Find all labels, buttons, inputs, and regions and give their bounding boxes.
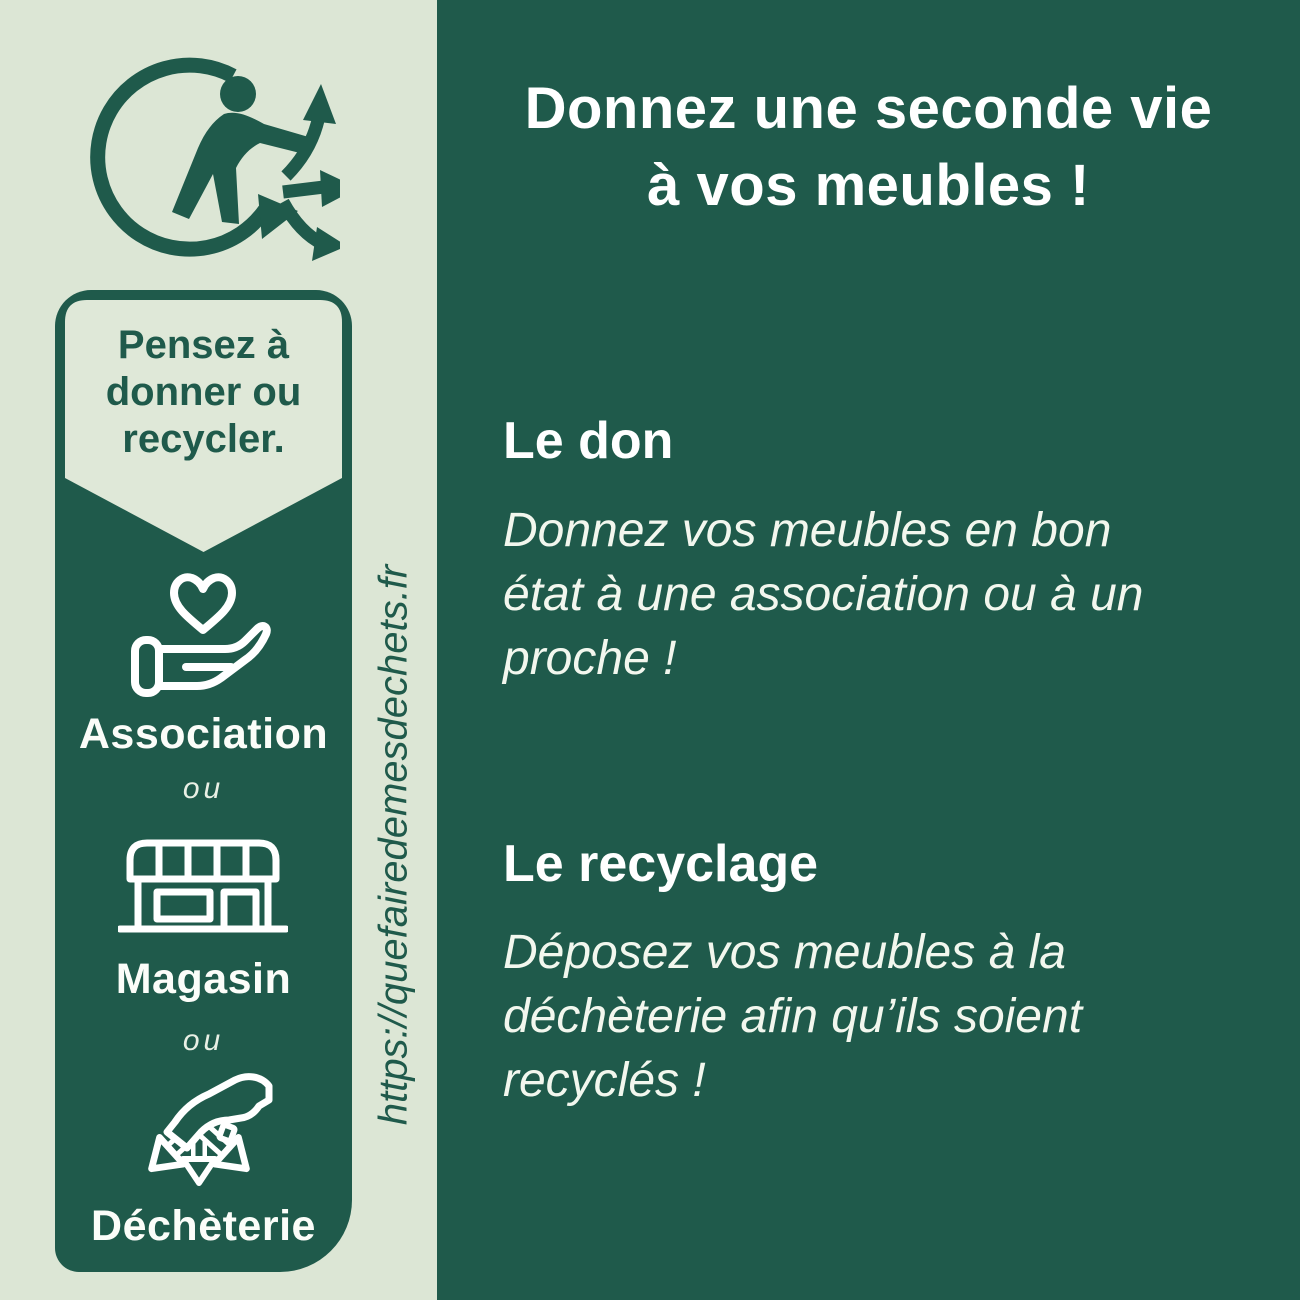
label-magasin: Magasin: [115, 955, 292, 1003]
body-line: recyclés !: [503, 1054, 706, 1107]
body-line: proche !: [503, 632, 677, 685]
section-title-don: Le don: [503, 412, 674, 470]
page-title-line1: Donnez une seconde vie: [524, 76, 1213, 141]
section-body-don: [503, 499, 1143, 691]
section-body-recyclage: [503, 921, 1082, 1113]
separator-ou: ou: [182, 1024, 225, 1057]
storefront-icon: [118, 833, 288, 945]
banner-line: Pensez à: [117, 323, 290, 367]
banner-line: recycler.: [122, 417, 285, 461]
page-title-line2: à vos meubles !: [647, 153, 1090, 218]
disposal-arrows-icon: [123, 1070, 283, 1210]
section-title-recyclage: Le recyclage: [503, 835, 819, 893]
banner-text: [65, 322, 342, 463]
ribbon-panel: [55, 290, 352, 1272]
page-title: [437, 70, 1300, 224]
body-line: Donnez vos meubles en bon: [503, 504, 1112, 557]
heart-in-hand-icon: [128, 566, 278, 701]
body-line: Déposez vos meubles à la: [503, 926, 1066, 979]
banner-line: donner ou: [105, 370, 302, 414]
label-decheterie: Déchèterie: [91, 1202, 316, 1250]
label-association: Association: [78, 710, 329, 758]
separator-ou: ou: [182, 772, 225, 805]
website-url-link[interactable]: https://quefairedemesdechets.fr: [371, 564, 416, 1126]
body-line: état à une association ou à un: [503, 568, 1144, 621]
triman-recycling-icon: [90, 52, 340, 264]
body-line: déchèterie afin qu’ils soient: [503, 990, 1083, 1043]
